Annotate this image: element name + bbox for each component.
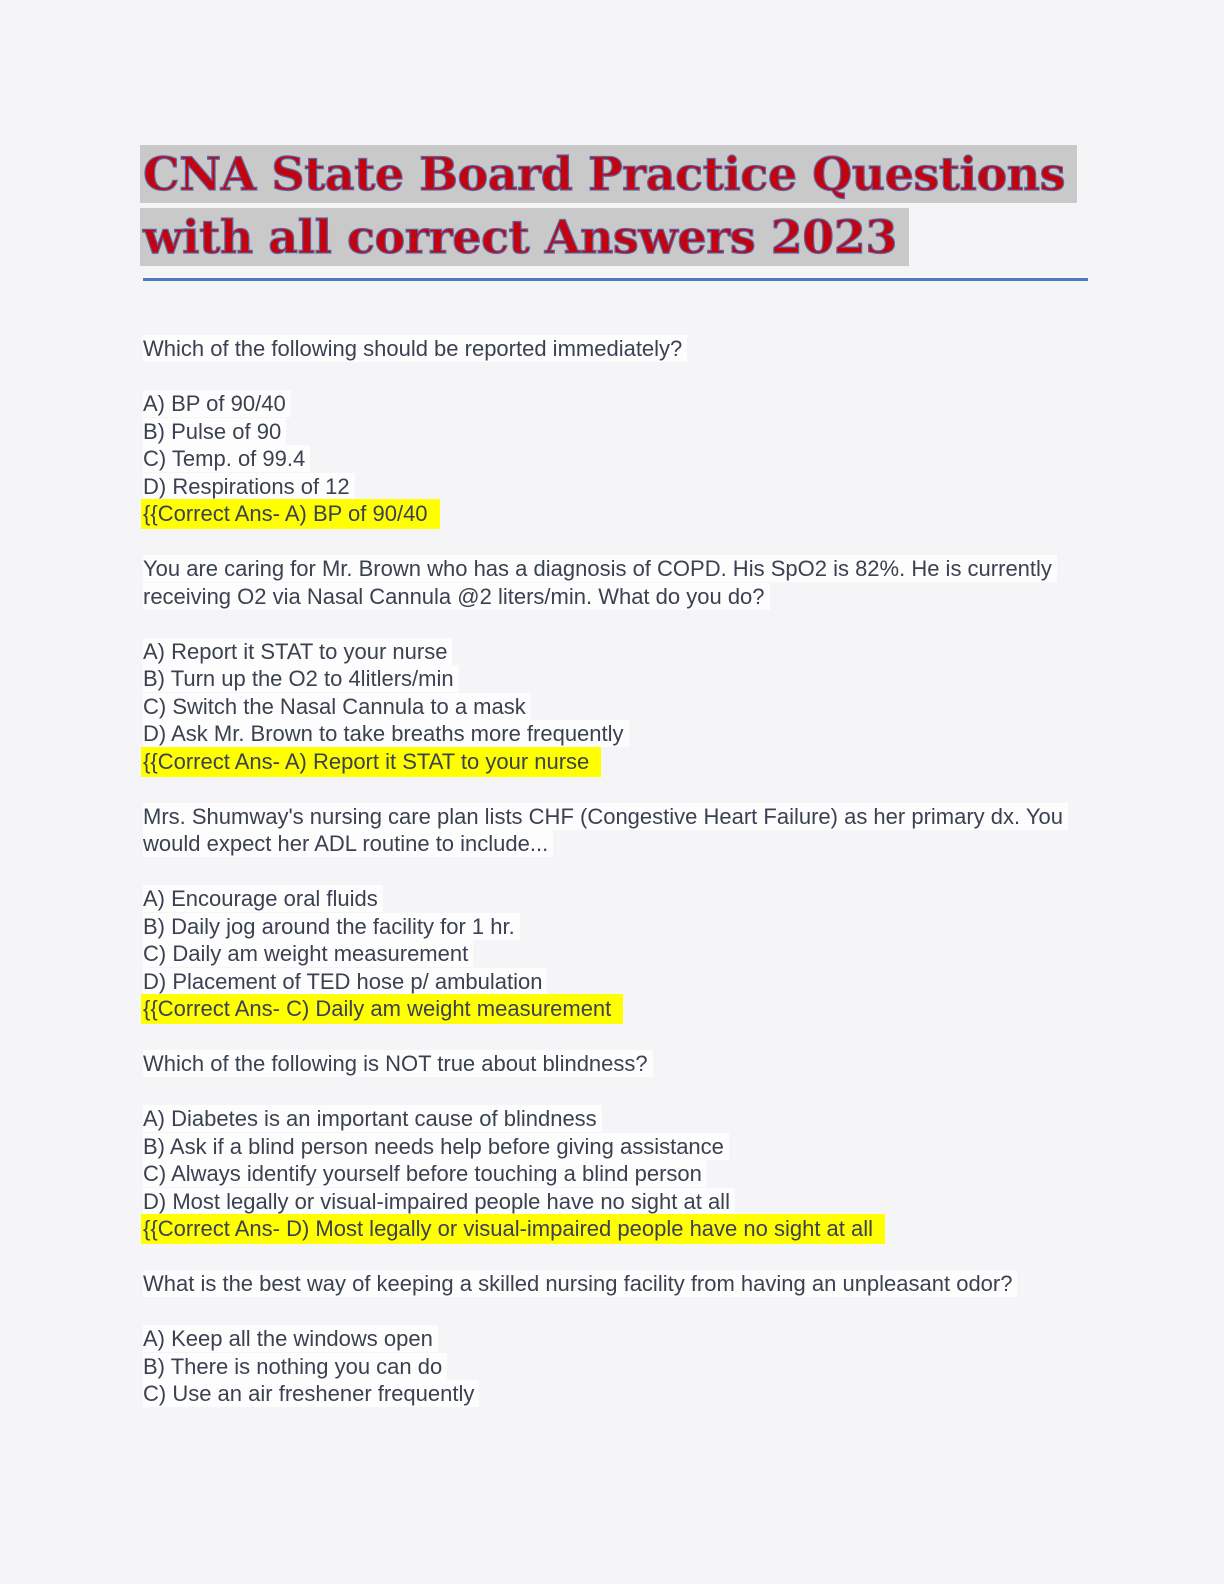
page-title-line-1: CNA State Board Practice Questions [140,145,1077,203]
option-line: B) Pulse of 90 [143,418,1088,446]
question-block-1 [143,335,1088,528]
option-line: A) Keep all the windows open [143,1325,1088,1353]
question-block-4 [143,1050,1088,1243]
answer-line [143,1215,1088,1243]
option-line: B) Turn up the O2 to 4litlers/min [143,665,1088,693]
option-line: B) Daily jog around the facility for 1 hr. [143,913,1088,941]
answer-highlight: {{Correct Ans- A) BP of 90/40 [141,499,440,529]
option-line: A) Diabetes is an important cause of blindness [143,1105,1088,1133]
answer-highlight: {{Correct Ans- C) Daily am weight measurement [141,994,623,1024]
answer-highlight: {{Correct Ans- A) Report it STAT to your nurse [141,747,601,777]
option-line: D) Placement of TED hose p/ ambulation [143,968,1088,996]
question-block-2 [143,555,1088,775]
question-block-5 [143,1270,1088,1408]
option-line: B) Ask if a blind person needs help before giving assistance [143,1133,1088,1161]
option-line: D) Ask Mr. Brown to take breaths more frequently [143,720,1088,748]
answer-line [143,995,1088,1023]
option-line: D) Most legally or visual-impaired people have no sight at all [143,1188,1088,1216]
option-line: C) Switch the Nasal Cannula to a mask [143,693,1088,721]
title-section [143,143,1088,281]
option-line: C) Always identify yourself before touching a blind person [143,1160,1088,1188]
question-text: Which of the following is NOT true about blindness? [143,1050,1088,1078]
question-block-3 [143,803,1088,1023]
answer-line [143,748,1088,776]
option-line: D) Respirations of 12 [143,473,1088,501]
answer-line [143,500,1088,528]
question-text: Mrs. Shumway's nursing care plan lists CHF (Congestive Heart Failure) as her primary dx. You would expect her ADL routine to include... [143,803,1088,858]
page-title [143,143,1088,269]
question-text: What is the best way of keeping a skilled nursing facility from having an unpleasant odor? [143,1270,1088,1298]
option-line: A) Encourage oral fluids [143,885,1088,913]
option-line: C) Use an air freshener frequently [143,1380,1088,1408]
option-line: B) There is nothing you can do [143,1353,1088,1381]
questions-list [143,335,1088,1408]
question-text: Which of the following should be reported immediately? [143,335,1088,363]
option-line: A) Report it STAT to your nurse [143,638,1088,666]
answer-highlight: {{Correct Ans- D) Most legally or visual-impaired people have no sight at all [141,1214,885,1244]
option-line: A) BP of 90/40 [143,390,1088,418]
option-line: C) Temp. of 99.4 [143,445,1088,473]
page-title-line-2: with all correct Answers 2023 [140,208,909,266]
option-line: C) Daily am weight measurement [143,940,1088,968]
question-text: You are caring for Mr. Brown who has a diagnosis of COPD. His SpO2 is 82%. He is currently receiving O2 via Nasal Cannula @2 liters/min. What do you do? [143,555,1088,610]
